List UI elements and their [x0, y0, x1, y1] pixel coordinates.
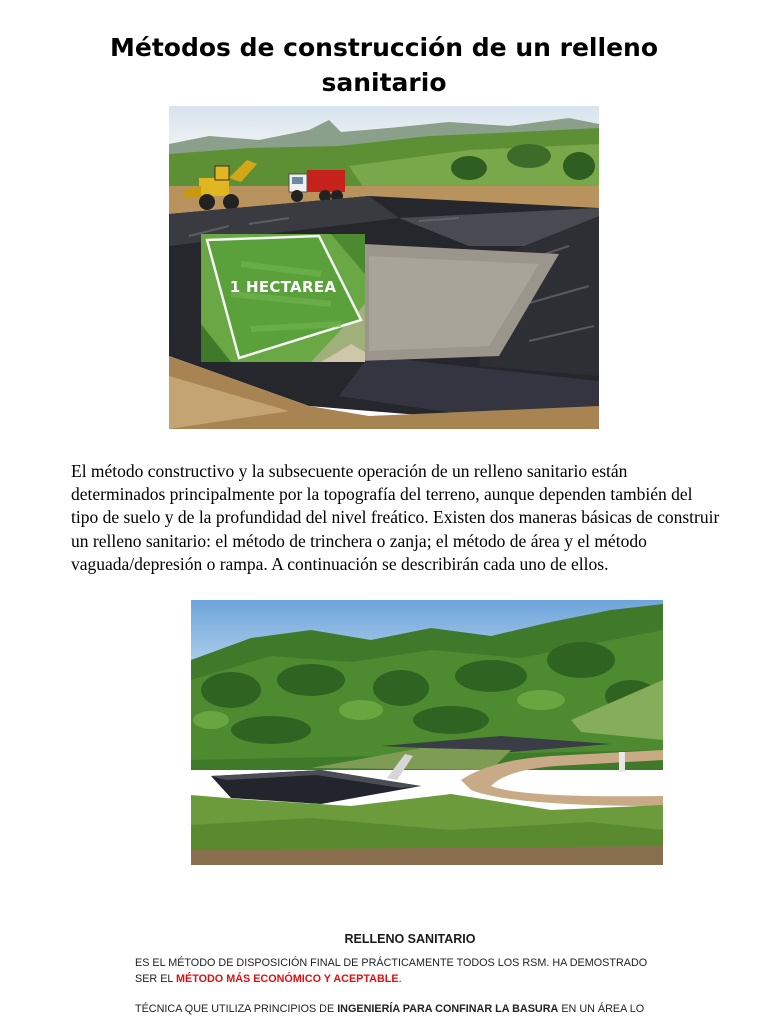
slide-line-2: [135, 972, 655, 988]
slide-body: [135, 956, 655, 1018]
title-line-1: Métodos de construcción de un relleno: [109, 33, 658, 62]
slide-line-3: [135, 1002, 655, 1018]
slide-excerpt: [135, 932, 655, 1018]
slide-bold-engineering: INGENIERÍA PARA CONFINAR LA BASURA: [337, 1003, 559, 1015]
landfill-construction-photo: [169, 106, 599, 429]
slide-highlight-economic: MÉTODO MÁS ECONÓMICO Y ACEPTABLE: [176, 972, 399, 985]
slide-line-3-prefix: TÉCNICA QUE UTILIZA PRINCIPIOS DE: [135, 1003, 338, 1015]
intro-paragraph: El método constructivo y la subsecuente operación de un relleno sanitario están determinados principalmente por la topografía del terreno, aunque dependen también del tipo de suelo y de la profundidad del nivel freático. Existen dos maneras básicas de construir un relleno sanitario: el método de trinchera o zanja; el método de área y el método vaguada/depresión o rampa. A continuación se describirán cada uno de ellos.: [71, 461, 720, 574]
inset-aerial-hectare: [201, 234, 365, 362]
landfill-hillside-scene: [191, 600, 663, 865]
title-line-2: sanitario: [321, 68, 447, 97]
slide-line-1: ES EL MÉTODO DE DISPOSICIÓN FINAL DE PRÁCTICAMENTE TODOS LOS RSM. HA DEMOSTRADO: [135, 957, 648, 969]
slide-line-2-suffix: .: [398, 972, 402, 985]
landfill-hillside-photo: [191, 600, 663, 865]
page-title: [60, 30, 708, 100]
slide-line-3-suffix: EN UN ÁREA LO: [558, 1003, 645, 1015]
slide-line-2-prefix: SER EL: [135, 972, 177, 985]
hectare-label: 1 HECTAREA: [229, 278, 337, 296]
aerial-field-image: [201, 234, 365, 362]
slide-title: RELLENO SANITARIO: [344, 932, 476, 946]
